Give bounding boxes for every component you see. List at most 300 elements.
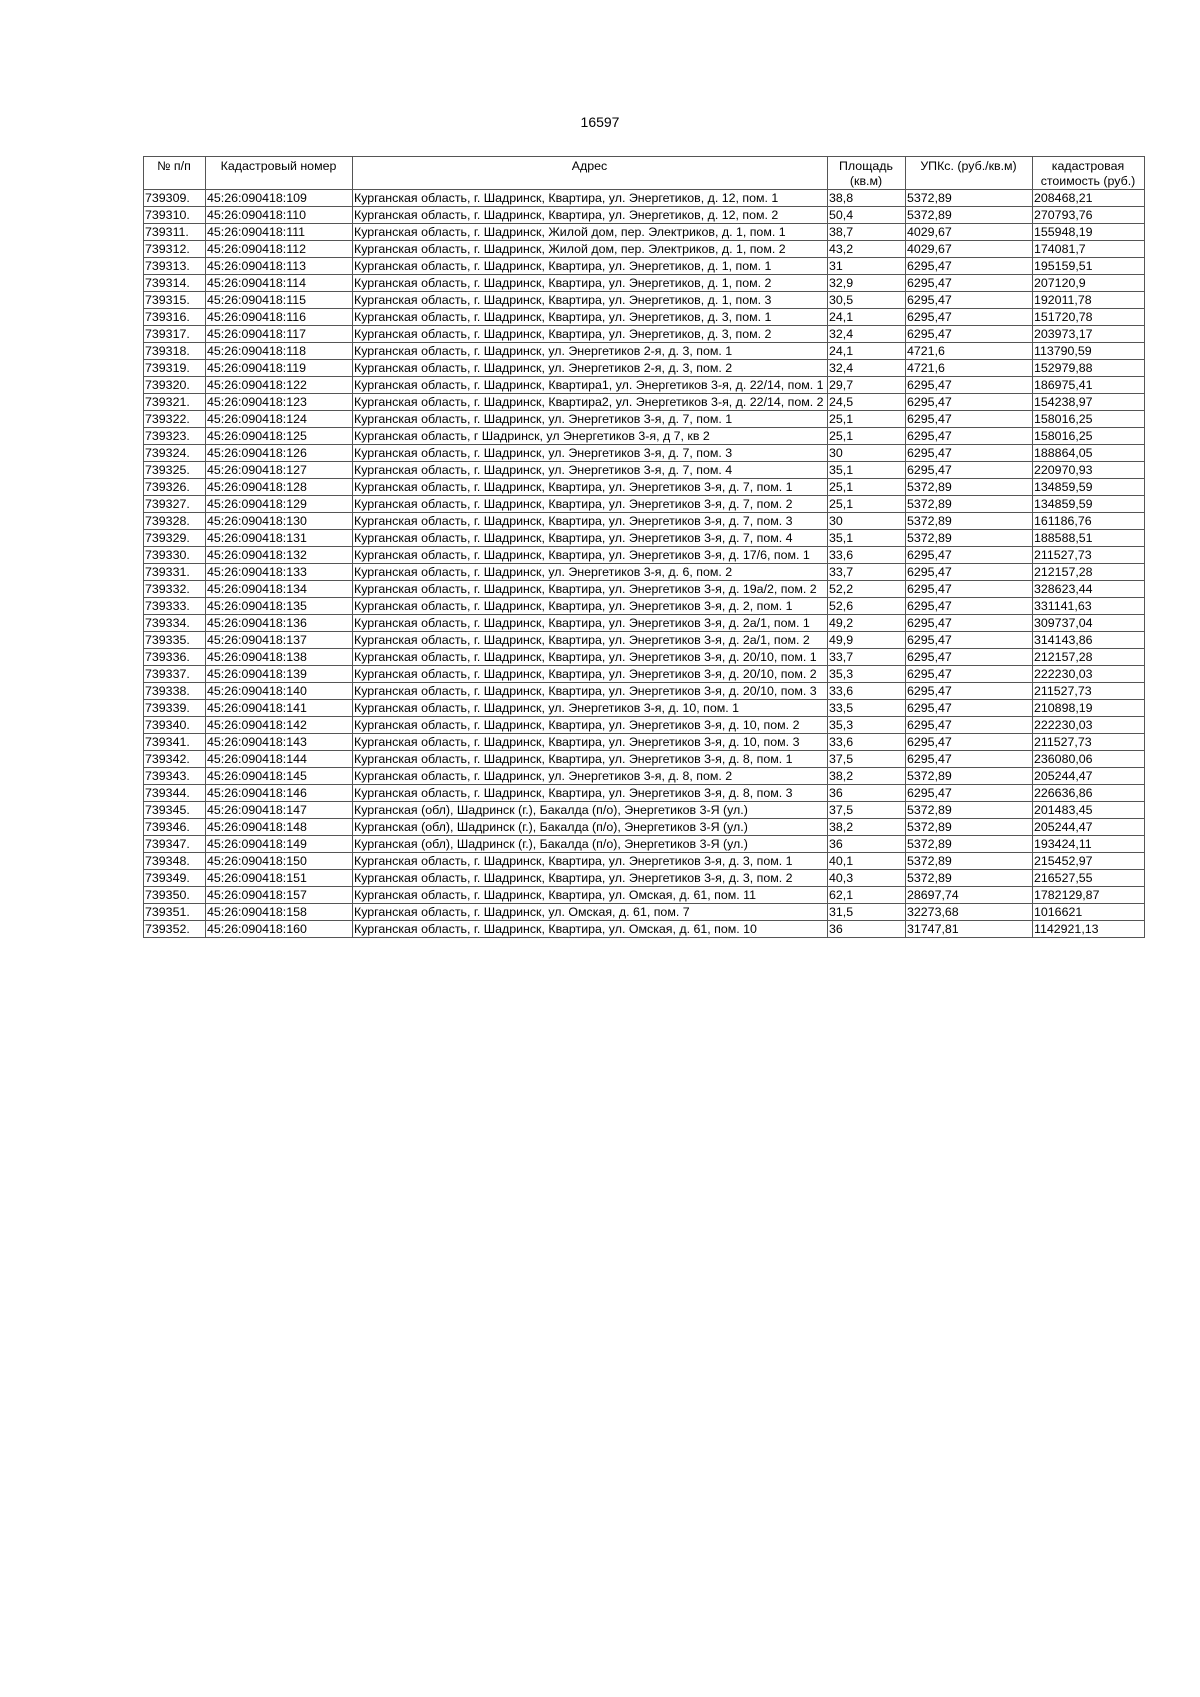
cell-address: Курганская область, г. Шадринск, Квартира, ул. Энергетиков 3-я, д. 7, пом. 2 [353,496,828,513]
table-row [144,734,1145,751]
table-row [144,343,1145,360]
cell-cadastral-value: 212157,28 [1033,564,1145,581]
cell-area: 52,2 [828,581,906,598]
table-row [144,241,1145,258]
cell-area: 35,1 [828,530,906,547]
cell-cadastral-number: 45:26:090418:111 [206,224,353,241]
cell-row-number: 739321. [144,394,206,411]
cell-address: Курганская область, г. Шадринск, Квартира1, ул. Энергетиков 3-я, д. 22/14, пом. 1 [353,377,828,394]
cell-row-number: 739341. [144,734,206,751]
cell-cadastral-value: 188588,51 [1033,530,1145,547]
cell-cadastral-number: 45:26:090418:144 [206,751,353,768]
table-row [144,649,1145,666]
table-row [144,853,1145,870]
cell-row-number: 739337. [144,666,206,683]
cell-cadastral-number: 45:26:090418:147 [206,802,353,819]
cell-address: Курганская область, г. Шадринск, ул. Энергетиков 3-я, д. 8, пом. 2 [353,768,828,785]
cell-area: 49,9 [828,632,906,649]
header-unit-value: УПКс. (руб./кв.м) [906,157,1033,190]
cell-address: Курганская область, г. Шадринск, Квартира, ул. Энергетиков 3-я, д. 20/10, пом. 2 [353,666,828,683]
cell-row-number: 739327. [144,496,206,513]
cell-address: Курганская (обл), Шадринск (г.), Бакалда (п/о), Энергетиков 3-Я (ул.) [353,802,828,819]
cell-cadastral-number: 45:26:090418:124 [206,411,353,428]
cell-cadastral-number: 45:26:090418:122 [206,377,353,394]
cell-area: 32,9 [828,275,906,292]
cell-row-number: 739316. [144,309,206,326]
cell-row-number: 739311. [144,224,206,241]
table-row [144,836,1145,853]
cell-cadastral-value: 205244,47 [1033,768,1145,785]
cell-unit-value: 6295,47 [906,326,1033,343]
page-number: 16597 [580,114,620,130]
cell-cadastral-value: 203973,17 [1033,326,1145,343]
cell-cadastral-number: 45:26:090418:126 [206,445,353,462]
table-row [144,819,1145,836]
cell-cadastral-value: 113790,59 [1033,343,1145,360]
cell-cadastral-value: 207120,9 [1033,275,1145,292]
cell-unit-value: 6295,47 [906,751,1033,768]
table-row [144,479,1145,496]
cell-unit-value: 6295,47 [906,666,1033,683]
cell-unit-value: 6295,47 [906,445,1033,462]
cell-cadastral-value: 314143,86 [1033,632,1145,649]
table-row [144,921,1145,938]
cell-area: 50,4 [828,207,906,224]
cell-unit-value: 6295,47 [906,649,1033,666]
table-row [144,462,1145,479]
table-row [144,377,1145,394]
table-row [144,190,1145,207]
table-row [144,666,1145,683]
cell-cadastral-number: 45:26:090418:151 [206,870,353,887]
cell-cadastral-value: 158016,25 [1033,411,1145,428]
cell-address: Курганская область, г. Шадринск, ул. Энергетиков 3-я, д. 7, пом. 3 [353,445,828,462]
table-row [144,411,1145,428]
cell-area: 38,2 [828,819,906,836]
cell-address: Курганская область, г. Шадринск, Квартира, ул. Энергетиков 3-я, д. 20/10, пом. 1 [353,649,828,666]
cell-cadastral-number: 45:26:090418:141 [206,700,353,717]
cell-cadastral-number: 45:26:090418:123 [206,394,353,411]
cell-row-number: 739343. [144,768,206,785]
cell-area: 35,3 [828,717,906,734]
cell-unit-value: 4029,67 [906,241,1033,258]
cell-row-number: 739340. [144,717,206,734]
cell-row-number: 739344. [144,785,206,802]
cell-unit-value: 5372,89 [906,513,1033,530]
cell-row-number: 739338. [144,683,206,700]
cell-address: Курганская (обл), Шадринск (г.), Бакалда (п/о), Энергетиков 3-Я (ул.) [353,836,828,853]
cell-unit-value: 6295,47 [906,581,1033,598]
cell-unit-value: 28697,74 [906,887,1033,904]
table-row [144,751,1145,768]
table-row [144,887,1145,904]
cell-row-number: 739348. [144,853,206,870]
cell-cadastral-value: 309737,04 [1033,615,1145,632]
header-area: Площадь (кв.м) [828,157,906,190]
cell-area: 25,1 [828,479,906,496]
cell-area: 35,1 [828,462,906,479]
cell-address: Курганская область, г. Шадринск, Квартира, ул. Энергетиков, д. 12, пом. 2 [353,207,828,224]
cell-cadastral-number: 45:26:090418:160 [206,921,353,938]
cell-address: Курганская область, г. Шадринск, Квартира, ул. Энергетиков 3-я, д. 19а/2, пом. 2 [353,581,828,598]
cell-unit-value: 6295,47 [906,734,1033,751]
cell-area: 36 [828,785,906,802]
cell-cadastral-value: 134859,59 [1033,479,1145,496]
cell-area: 33,5 [828,700,906,717]
cell-area: 31,5 [828,904,906,921]
table-row [144,683,1145,700]
cell-unit-value: 5372,89 [906,768,1033,785]
cell-cadastral-number: 45:26:090418:109 [206,190,353,207]
cell-area: 25,1 [828,428,906,445]
cell-row-number: 739323. [144,428,206,445]
cell-cadastral-value: 192011,78 [1033,292,1145,309]
cell-address: Курганская область, г. Шадринск, Жилой дом, пер. Электриков, д. 1, пом. 1 [353,224,828,241]
table-row [144,309,1145,326]
cell-row-number: 739346. [144,819,206,836]
cell-unit-value: 5372,89 [906,870,1033,887]
cell-area: 30 [828,513,906,530]
cell-area: 35,3 [828,666,906,683]
cell-row-number: 739345. [144,802,206,819]
cell-cadastral-value: 158016,25 [1033,428,1145,445]
cell-area: 30 [828,445,906,462]
table-body [144,190,1145,938]
cell-area: 40,1 [828,853,906,870]
cell-cadastral-number: 45:26:090418:142 [206,717,353,734]
cell-address: Курганская область, г. Шадринск, Квартира, ул. Энергетиков 3-я, д. 7, пом. 1 [353,479,828,496]
cell-row-number: 739333. [144,598,206,615]
table-row [144,360,1145,377]
cell-address: Курганская область, г. Шадринск, ул. Энергетиков 3-я, д. 7, пом. 4 [353,462,828,479]
table-row [144,530,1145,547]
cell-unit-value: 5372,89 [906,207,1033,224]
cell-area: 49,2 [828,615,906,632]
cell-cadastral-number: 45:26:090418:137 [206,632,353,649]
cell-cadastral-number: 45:26:090418:138 [206,649,353,666]
cell-address: Курганская область, г. Шадринск, Квартира2, ул. Энергетиков 3-я, д. 22/14, пом. 2 [353,394,828,411]
table-row [144,632,1145,649]
table-row [144,445,1145,462]
cell-unit-value: 6295,47 [906,598,1033,615]
cell-address: Курганская область, г. Шадринск, Квартира, ул. Энергетиков, д. 12, пом. 1 [353,190,828,207]
cell-row-number: 739313. [144,258,206,275]
table-row [144,615,1145,632]
cell-cadastral-number: 45:26:090418:148 [206,819,353,836]
cell-cadastral-value: 222230,03 [1033,717,1145,734]
table-row [144,581,1145,598]
cell-area: 62,1 [828,887,906,904]
cell-unit-value: 32273,68 [906,904,1033,921]
header-cadastral-number: Кадастровый номер [206,157,353,190]
cell-address: Курганская область, г. Шадринск, ул. Омская, д. 61, пом. 7 [353,904,828,921]
cell-unit-value: 5372,89 [906,479,1033,496]
cell-address: Курганская область, г. Шадринск, ул. Энергетиков 2-я, д. 3, пом. 1 [353,343,828,360]
cell-address: Курганская область, г. Шадринск, Квартира, ул. Энергетиков 3-я, д. 7, пом. 3 [353,513,828,530]
cell-cadastral-value: 226636,86 [1033,785,1145,802]
cell-cadastral-value: 211527,73 [1033,547,1145,564]
cell-unit-value: 6295,47 [906,564,1033,581]
cell-unit-value: 6295,47 [906,700,1033,717]
table-row [144,275,1145,292]
cell-address: Курганская область, г. Шадринск, ул. Энергетиков 3-я, д. 10, пом. 1 [353,700,828,717]
cell-cadastral-value: 1782129,87 [1033,887,1145,904]
cell-row-number: 739342. [144,751,206,768]
cell-address: Курганская область, г. Шадринск, Квартира, ул. Энергетиков 3-я, д. 7, пом. 4 [353,530,828,547]
cell-area: 33,6 [828,734,906,751]
table-row [144,785,1145,802]
cell-row-number: 739317. [144,326,206,343]
table-row [144,394,1145,411]
cell-row-number: 739331. [144,564,206,581]
cell-cadastral-number: 45:26:090418:112 [206,241,353,258]
cell-cadastral-value: 155948,19 [1033,224,1145,241]
cell-row-number: 739312. [144,241,206,258]
cell-unit-value: 4029,67 [906,224,1033,241]
cell-cadastral-value: 270793,76 [1033,207,1145,224]
cell-unit-value: 6295,47 [906,292,1033,309]
header-cadastral-value: кадастровая стоимость (руб.) [1033,157,1145,190]
cell-cadastral-value: 151720,78 [1033,309,1145,326]
cell-cadastral-number: 45:26:090418:130 [206,513,353,530]
cell-cadastral-value: 210898,19 [1033,700,1145,717]
cell-cadastral-number: 45:26:090418:131 [206,530,353,547]
cell-area: 30,5 [828,292,906,309]
cell-area: 33,7 [828,564,906,581]
cell-unit-value: 6295,47 [906,632,1033,649]
cell-cadastral-value: 201483,45 [1033,802,1145,819]
cell-cadastral-number: 45:26:090418:128 [206,479,353,496]
cell-cadastral-value: 134859,59 [1033,496,1145,513]
table-row [144,547,1145,564]
cell-cadastral-number: 45:26:090418:115 [206,292,353,309]
cell-row-number: 739347. [144,836,206,853]
cell-cadastral-number: 45:26:090418:157 [206,887,353,904]
cell-address: Курганская область, г. Шадринск, Квартира, ул. Энергетиков 3-я, д. 8, пом. 3 [353,785,828,802]
cell-cadastral-number: 45:26:090418:145 [206,768,353,785]
cell-area: 37,5 [828,751,906,768]
cell-cadastral-number: 45:26:090418:150 [206,853,353,870]
cell-area: 33,7 [828,649,906,666]
cell-unit-value: 5372,89 [906,819,1033,836]
cell-cadastral-number: 45:26:090418:116 [206,309,353,326]
table-row [144,598,1145,615]
cell-address: Курганская область, г. Шадринск, Квартира, ул. Энергетиков 3-я, д. 2а/1, пом. 2 [353,632,828,649]
cell-area: 25,1 [828,411,906,428]
cell-area: 32,4 [828,326,906,343]
cell-address: Курганская область, г. Шадринск, Квартира, ул. Энергетиков 3-я, д. 2а/1, пом. 1 [353,615,828,632]
cell-cadastral-number: 45:26:090418:146 [206,785,353,802]
cell-area: 33,6 [828,683,906,700]
cell-cadastral-number: 45:26:090418:127 [206,462,353,479]
cell-cadastral-value: 215452,97 [1033,853,1145,870]
cell-cadastral-number: 45:26:090418:132 [206,547,353,564]
cell-row-number: 739310. [144,207,206,224]
cell-area: 52,6 [828,598,906,615]
table-row [144,428,1145,445]
cell-address: Курганская (обл), Шадринск (г.), Бакалда (п/о), Энергетиков 3-Я (ул.) [353,819,828,836]
cell-address: Курганская область, г. Шадринск, ул. Энергетиков 3-я, д. 7, пом. 1 [353,411,828,428]
cell-address: Курганская область, г. Шадринск, Жилой дом, пер. Электриков, д. 1, пом. 2 [353,241,828,258]
cell-cadastral-value: 212157,28 [1033,649,1145,666]
cell-cadastral-value: 195159,51 [1033,258,1145,275]
cell-address: Курганская область, г. Шадринск, Квартира, ул. Энергетиков, д. 3, пом. 1 [353,309,828,326]
cell-cadastral-value: 222230,03 [1033,666,1145,683]
cell-row-number: 739350. [144,887,206,904]
cell-row-number: 739309. [144,190,206,207]
cell-unit-value: 31747,81 [906,921,1033,938]
cell-cadastral-value: 236080,06 [1033,751,1145,768]
cell-address: Курганская область, г. Шадринск, Квартира, ул. Энергетиков 3-я, д. 8, пом. 1 [353,751,828,768]
cell-address: Курганская область, г. Шадринск, Квартира, ул. Омская, д. 61, пом. 10 [353,921,828,938]
cell-area: 32,4 [828,360,906,377]
table-row [144,258,1145,275]
cadastral-table [143,156,1145,938]
cell-unit-value: 5372,89 [906,530,1033,547]
table-row [144,564,1145,581]
cell-area: 24,1 [828,309,906,326]
cell-cadastral-value: 161186,76 [1033,513,1145,530]
cell-address: Курганская область, г. Шадринск, Квартира, ул. Энергетиков 3-я, д. 3, пом. 1 [353,853,828,870]
cell-cadastral-number: 45:26:090418:119 [206,360,353,377]
cell-row-number: 739320. [144,377,206,394]
cell-address: Курганская область, г. Шадринск, Квартира, ул. Энергетиков, д. 1, пом. 2 [353,275,828,292]
cell-cadastral-number: 45:26:090418:110 [206,207,353,224]
cell-cadastral-value: 154238,97 [1033,394,1145,411]
cell-row-number: 739325. [144,462,206,479]
header-address: Адрес [353,157,828,190]
cell-cadastral-value: 216527,55 [1033,870,1145,887]
cell-unit-value: 5372,89 [906,496,1033,513]
cell-address: Курганская область, г. Шадринск, Квартира, ул. Энергетиков 3-я, д. 3, пом. 2 [353,870,828,887]
cell-cadastral-number: 45:26:090418:139 [206,666,353,683]
cell-unit-value: 6295,47 [906,377,1033,394]
cell-cadastral-number: 45:26:090418:140 [206,683,353,700]
cell-cadastral-value: 328623,44 [1033,581,1145,598]
table-row [144,207,1145,224]
cell-address: Курганская область, г. Шадринск, Квартира, ул. Энергетиков, д. 3, пом. 2 [353,326,828,343]
cell-cadastral-number: 45:26:090418:143 [206,734,353,751]
cell-row-number: 739334. [144,615,206,632]
cell-area: 24,5 [828,394,906,411]
cell-cadastral-number: 45:26:090418:117 [206,326,353,343]
cell-cadastral-value: 208468,21 [1033,190,1145,207]
cell-row-number: 739324. [144,445,206,462]
table-row [144,802,1145,819]
cell-cadastral-value: 1016621 [1033,904,1145,921]
cell-cadastral-value: 188864,05 [1033,445,1145,462]
cell-unit-value: 6295,47 [906,309,1033,326]
cell-address: Курганская область, г. Шадринск, Квартира, ул. Энергетиков 3-я, д. 2, пом. 1 [353,598,828,615]
cell-area: 25,1 [828,496,906,513]
cell-area: 40,3 [828,870,906,887]
cell-cadastral-value: 211527,73 [1033,734,1145,751]
cell-unit-value: 6295,47 [906,428,1033,445]
cell-unit-value: 4721,6 [906,360,1033,377]
cell-unit-value: 6295,47 [906,683,1033,700]
cell-area: 43,2 [828,241,906,258]
cell-cadastral-value: 220970,93 [1033,462,1145,479]
table-row [144,496,1145,513]
cell-row-number: 739315. [144,292,206,309]
table-row [144,700,1145,717]
cell-unit-value: 6295,47 [906,615,1033,632]
cell-address: Курганская область, г. Шадринск, ул. Энергетиков 3-я, д. 6, пом. 2 [353,564,828,581]
cell-address: Курганская область, г. Шадринск, Квартира, ул. Омская, д. 61, пом. 11 [353,887,828,904]
table-row [144,768,1145,785]
cell-unit-value: 6295,47 [906,462,1033,479]
cell-row-number: 739352. [144,921,206,938]
cell-area: 29,7 [828,377,906,394]
cell-cadastral-number: 45:26:090418:118 [206,343,353,360]
cell-address: Курганская область, г. Шадринск, Квартира, ул. Энергетиков 3-я, д. 20/10, пом. 3 [353,683,828,700]
table-row [144,326,1145,343]
table-header-row [144,157,1145,190]
cell-address: Курганская область, г. Шадринск, Квартира, ул. Энергетиков 3-я, д. 10, пом. 3 [353,734,828,751]
cell-row-number: 739314. [144,275,206,292]
cell-row-number: 739319. [144,360,206,377]
table-row [144,513,1145,530]
cell-cadastral-number: 45:26:090418:125 [206,428,353,445]
cell-address: Курганская область, г. Шадринск, Квартира, ул. Энергетиков 3-я, д. 10, пом. 2 [353,717,828,734]
cell-address: Курганская область, г. Шадринск, Квартира, ул. Энергетиков 3-я, д. 17/6, пом. 1 [353,547,828,564]
cell-unit-value: 6295,47 [906,547,1033,564]
cell-cadastral-number: 45:26:090418:129 [206,496,353,513]
cell-cadastral-number: 45:26:090418:113 [206,258,353,275]
cell-cadastral-number: 45:26:090418:114 [206,275,353,292]
cell-cadastral-number: 45:26:090418:134 [206,581,353,598]
cell-area: 38,2 [828,768,906,785]
cell-row-number: 739318. [144,343,206,360]
cell-unit-value: 6295,47 [906,717,1033,734]
cell-area: 36 [828,921,906,938]
cell-unit-value: 6295,47 [906,411,1033,428]
header-row-number: № п/п [144,157,206,190]
cell-cadastral-number: 45:26:090418:133 [206,564,353,581]
cell-cadastral-value: 186975,41 [1033,377,1145,394]
cell-area: 38,8 [828,190,906,207]
cell-unit-value: 5372,89 [906,853,1033,870]
table-row [144,292,1145,309]
cell-area: 38,7 [828,224,906,241]
cell-row-number: 739330. [144,547,206,564]
cell-row-number: 739349. [144,870,206,887]
cell-area: 31 [828,258,906,275]
cell-unit-value: 6295,47 [906,785,1033,802]
cell-cadastral-value: 331141,63 [1033,598,1145,615]
cell-unit-value: 6295,47 [906,394,1033,411]
cell-row-number: 739336. [144,649,206,666]
cell-unit-value: 6295,47 [906,258,1033,275]
cell-area: 37,5 [828,802,906,819]
cell-cadastral-number: 45:26:090418:136 [206,615,353,632]
cell-area: 36 [828,836,906,853]
cell-unit-value: 4721,6 [906,343,1033,360]
table-row [144,870,1145,887]
cell-unit-value: 5372,89 [906,190,1033,207]
cell-cadastral-value: 205244,47 [1033,819,1145,836]
cell-cadastral-number: 45:26:090418:149 [206,836,353,853]
cell-cadastral-value: 174081,7 [1033,241,1145,258]
cell-address: Курганская область, г. Шадринск, ул. Энергетиков 2-я, д. 3, пом. 2 [353,360,828,377]
cell-cadastral-number: 45:26:090418:135 [206,598,353,615]
cell-row-number: 739335. [144,632,206,649]
cell-row-number: 739326. [144,479,206,496]
cell-row-number: 739328. [144,513,206,530]
cell-cadastral-value: 193424,11 [1033,836,1145,853]
cell-cadastral-value: 1142921,13 [1033,921,1145,938]
cell-address: Курганская область, г. Шадринск, Квартира, ул. Энергетиков, д. 1, пом. 3 [353,292,828,309]
